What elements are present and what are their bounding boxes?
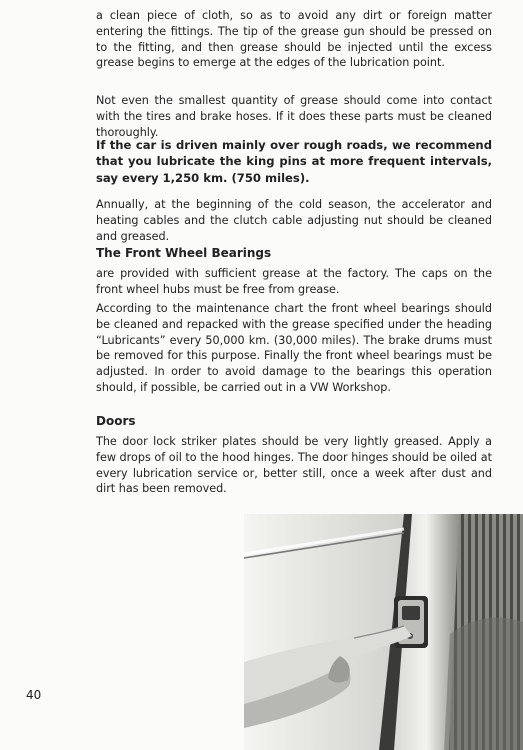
paragraph-maintenance-chart: According to the maintenance chart the front wheel bearings should be cleaned and repacked with the grease specified under the heading “Lubricants” every 50,000 km. (30,000 miles). The brake drums must be removed for this purpose. Finally the front wheel bearings must be adjusted. In order to avoid damage to the bearings this operation should, if possible, be carried out in a VW Workshop. xyxy=(96,302,492,394)
page-number: 40 xyxy=(26,688,42,702)
paragraph-tires-brake-hoses: Not even the smallest quantity of grease should come into contact with the tires and brake hoses. If it does these parts must be cleaned thoroughly. xyxy=(96,94,492,139)
paragraph-factory-grease: are provided with sufficient grease at the factory. The caps on the front wheel hubs must be free from grease. xyxy=(96,267,492,296)
heading-doors: Doors xyxy=(96,414,136,428)
paragraph-rough-roads-note: If the car is driven mainly over rough roads, we recommend that you lubricate the king pins at more frequent intervals, say every 1,250 km. (750 miles). xyxy=(96,138,492,185)
heading-front-wheel-bearings: The Front Wheel Bearings xyxy=(96,246,272,260)
paragraph-door-lubrication: The door lock striker plates should be very lightly greased. Apply a few drops of oil to the hood hinges. The door hinges should be oiled at every lubrication service or, better still, once a week after dust and dirt has been removed. xyxy=(96,435,492,496)
paragraph-annual-cables: Annually, at the beginning of the cold season, the accelerator and heating cables and the clutch cable adjusting nut should be cleaned and greased. xyxy=(96,198,492,243)
paragraph-grease-fittings: a clean piece of cloth, so as to avoid any dirt or foreign matter entering the fittings. The tip of the grease gun should be pressed on to the fitting, and then grease should be injected until the excess grease begins to emerge at the edges of the lubrication point. xyxy=(96,9,492,70)
door-lock-photo xyxy=(244,514,523,750)
